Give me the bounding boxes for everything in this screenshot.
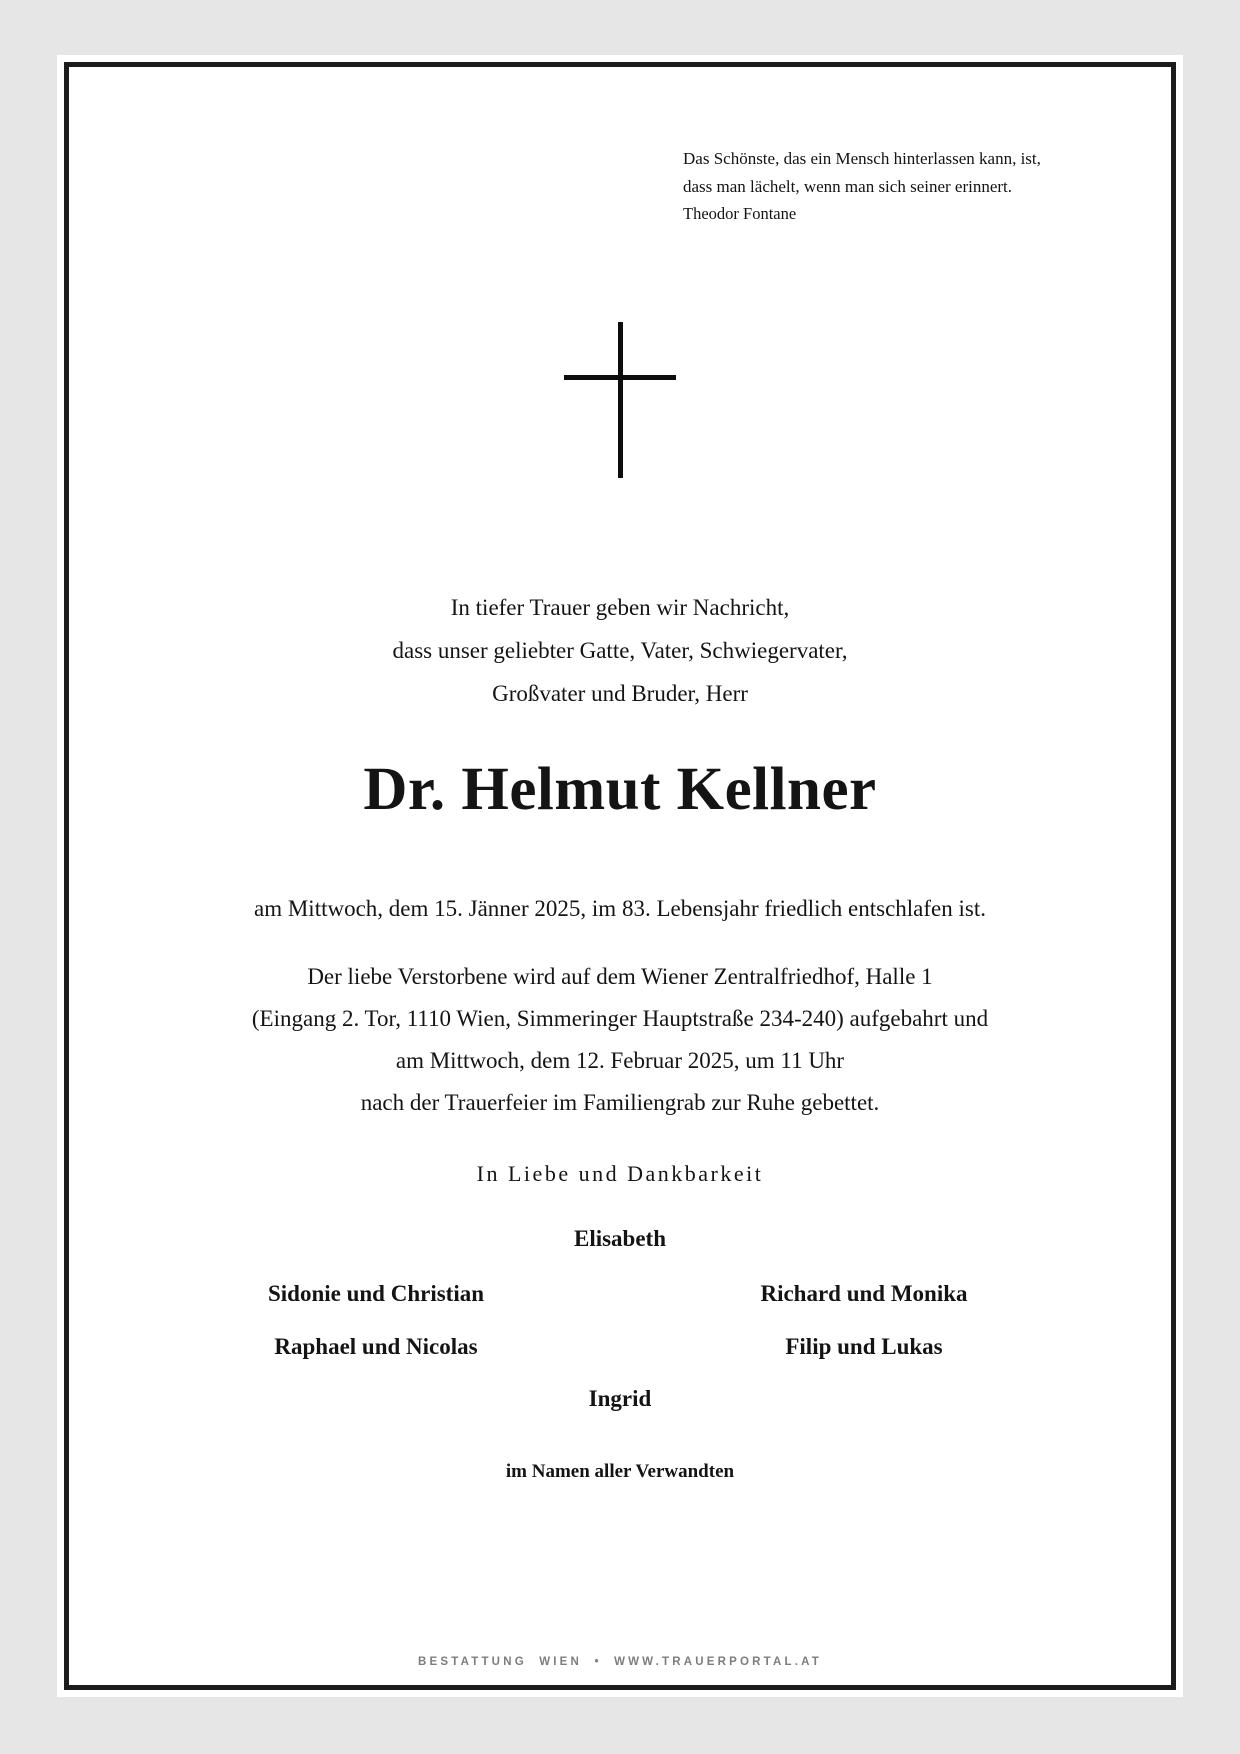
family-note: im Namen aller Verwandten: [505, 1461, 735, 1482]
quote-line: dass man lächelt, wenn man sich seiner erinnert.: [683, 176, 1013, 196]
memorial-quote: [683, 145, 1041, 228]
card-border: [64, 62, 1176, 1690]
mourner-row: [57, 1281, 1183, 1307]
death-date-line: am Mittwoch, dem 15. Jänner 2025, im 83. Lebensjahr friedlich entschlafen ist.: [254, 896, 986, 921]
funeral-line: Der liebe Verstorbene wird auf dem Wiener Zentralfriedhof, Halle 1: [307, 964, 933, 989]
mourner-name: Sidonie und Christian: [267, 1281, 485, 1306]
mourner-name: Raphael und Nicolas: [274, 1334, 478, 1359]
mourner-name: Elisabeth: [573, 1226, 667, 1251]
announcement-line: In tiefer Trauer geben wir Nachricht,: [450, 595, 790, 620]
closing-phrase: In Liebe und Dankbarkeit: [476, 1161, 764, 1186]
announcement-line: Großvater und Bruder, Herr: [492, 681, 748, 706]
obituary-card: [57, 55, 1183, 1697]
funeral-line: am Mittwoch, dem 12. Februar 2025, um 11 Uhr: [395, 1048, 845, 1073]
quote-attribution: Theodor Fontane: [683, 204, 797, 223]
footer-branding: BESTATTUNG WIEN • WWW.TRAUERPORTAL.AT: [417, 1656, 823, 1668]
mourner-name: Richard und Monika: [760, 1281, 968, 1306]
cross-horizontal-bar: [564, 375, 676, 380]
announcement-line: dass unser geliebter Gatte, Vater, Schwiegervater,: [392, 638, 848, 663]
funeral-details: [57, 956, 1183, 1124]
mourner-name: Ingrid: [588, 1386, 652, 1411]
quote-line: Das Schönste, das ein Mensch hinterlassen kann, ist,: [683, 149, 1041, 168]
deceased-name: Dr. Helmut Kellner: [363, 756, 877, 823]
mourner-row: [57, 1334, 1183, 1360]
cross-vertical-bar: [618, 322, 623, 478]
funeral-line: nach der Trauerfeier im Familiengrab zur Ruhe gebettet.: [360, 1090, 880, 1115]
announcement-text: [57, 586, 1183, 715]
mourner-name: Filip und Lukas: [785, 1334, 943, 1359]
funeral-line: (Eingang 2. Tor, 1110 Wien, Simmeringer Hauptstraße 234-240) aufgebahrt und: [251, 1006, 989, 1031]
